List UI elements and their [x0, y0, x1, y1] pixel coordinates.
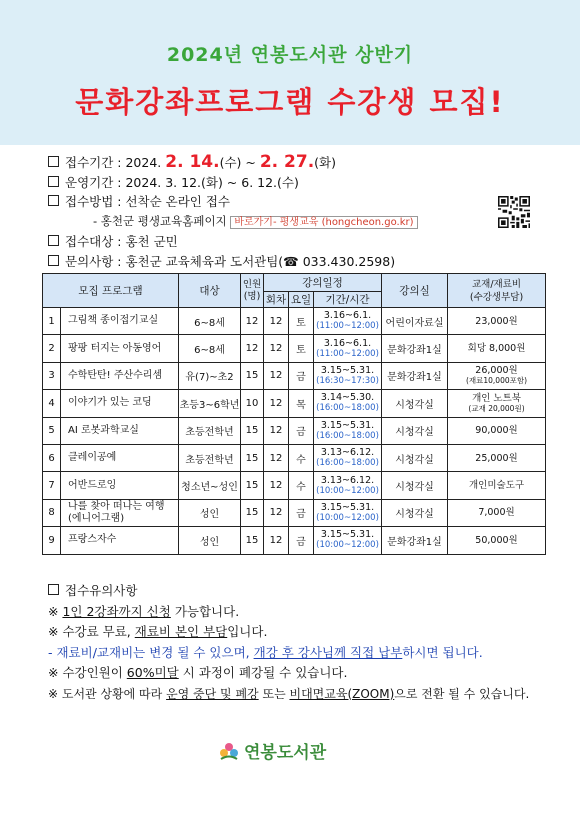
program-day: 목 [289, 390, 314, 417]
program-room: 시청각실 [382, 390, 448, 417]
program-target: 6~8세 [179, 335, 241, 362]
program-room: 문화강좌1실 [382, 527, 448, 554]
program-capacity: 12 [241, 308, 264, 335]
reception-method-sub: - 홍천군 평생교육홈페이지 바로가기- 평생교육 (hongcheon.go.kr) [48, 212, 418, 233]
program-room: 어린이자료실 [382, 308, 448, 335]
note-item: - 재료비/교재비는 변경 될 수 있으며, 개강 후 강사님께 직접 납부하시면 됩니다. [48, 644, 483, 660]
row-number: 9 [43, 527, 61, 554]
program-period: 3.15~5.31. (10:00~12:00) [314, 527, 382, 554]
checkbox-icon [48, 235, 59, 246]
program-target: 청소년~성인 [179, 472, 241, 499]
program-fee: 7,000원 [448, 499, 546, 526]
row-number: 8 [43, 499, 61, 526]
program-period: 3.16~6.1. (11:00~12:00) [314, 335, 382, 362]
program-period: 3.14~5.30. (16:00~18:00) [314, 390, 382, 417]
row-number: 3 [43, 362, 61, 389]
program-capacity: 10 [241, 390, 264, 417]
program-target: 초등3~6학년 [179, 390, 241, 417]
program-fee: 개인 노트북 (교재 20,000원) [448, 390, 546, 417]
program-day: 금 [289, 362, 314, 389]
program-sessions: 12 [264, 527, 289, 554]
program-fee: 23,000원 [448, 308, 546, 335]
library-logo [218, 738, 326, 763]
row-number: 5 [43, 417, 61, 444]
program-fee: 개인미술도구 [448, 472, 546, 499]
qr-code-icon[interactable] [498, 196, 530, 228]
header-target: 대상 [179, 274, 241, 308]
program-room: 시청각실 [382, 444, 448, 471]
table-row [43, 308, 546, 335]
program-capacity: 15 [241, 499, 264, 526]
program-capacity: 15 [241, 444, 264, 471]
program-period: 3.16~6.1. (11:00~12:00) [314, 308, 382, 335]
program-sessions: 12 [264, 472, 289, 499]
program-name: AI 로봇과학교실 [61, 417, 179, 444]
program-room: 시청각실 [382, 499, 448, 526]
header-room: 강의실 [382, 274, 448, 308]
reception-period: 접수기간 : 2024. 2. 14.(수) ~ 2. 27.(화) [48, 153, 418, 173]
program-day: 수 [289, 444, 314, 471]
program-capacity: 15 [241, 472, 264, 499]
program-day: 금 [289, 417, 314, 444]
note-item: ※ 1인 2강좌까지 신청 가능합니다. [48, 603, 240, 619]
checkbox-icon [48, 255, 59, 266]
program-name: 팡팡 터지는 아동영어 [61, 335, 179, 362]
info-section [48, 153, 418, 271]
checkbox-icon [48, 584, 59, 595]
library-logo-text: 연봉도서관 [244, 743, 327, 763]
program-day: 금 [289, 527, 314, 554]
homepage-link[interactable]: 바로가기- 평생교육 (hongcheon.go.kr) [230, 216, 417, 229]
program-day: 수 [289, 472, 314, 499]
program-room: 문화강좌1실 [382, 335, 448, 362]
program-target: 초등전학년 [179, 444, 241, 471]
row-number: 2 [43, 335, 61, 362]
checkbox-icon [48, 195, 59, 206]
header-sessions: 회차 [264, 292, 289, 308]
program-capacity: 15 [241, 362, 264, 389]
program-target: 6~8세 [179, 308, 241, 335]
header-banner [0, 0, 580, 145]
table-row [43, 499, 546, 526]
program-period: 3.13~6.12. (16:00~18:00) [314, 444, 382, 471]
checkbox-icon [48, 156, 59, 167]
header-fee: 교재/재료비 (수강생부담) [448, 274, 546, 308]
table-row [43, 417, 546, 444]
program-target: 성인 [179, 499, 241, 526]
library-logo-icon [218, 740, 240, 762]
reception-method: 접수방법 : 선착순 온라인 접수 [48, 192, 418, 212]
header-schedule: 강의일정 [264, 274, 382, 292]
program-room: 문화강좌1실 [382, 362, 448, 389]
note-item: ※ 수강료 무료, 재료비 본인 부담입니다. [48, 624, 268, 639]
program-room: 시청각실 [382, 472, 448, 499]
program-name: 나를 찾아 떠나는 여행 (에니어그램) [61, 499, 179, 526]
program-sessions: 12 [264, 444, 289, 471]
program-period: 3.15~5.31. (10:00~12:00) [314, 499, 382, 526]
program-capacity: 15 [241, 527, 264, 554]
program-table [42, 273, 546, 555]
operation-period: 운영기간 : 2024. 3. 12.(화) ~ 6. 12.(수) [48, 173, 418, 193]
row-number: 6 [43, 444, 61, 471]
program-sessions: 12 [264, 417, 289, 444]
program-fee: 90,000원 [448, 417, 546, 444]
program-day: 토 [289, 308, 314, 335]
program-name: 그림책 종이접기교실 [61, 308, 179, 335]
contact-info: 문의사항 : 홍천군 교육체육과 도서관팀(☎ 033.430.2598) [48, 252, 418, 272]
page-subtitle: 2024년 연봉도서관 상반기 [166, 44, 414, 66]
row-number: 7 [43, 472, 61, 499]
program-sessions: 12 [264, 390, 289, 417]
table-row [43, 472, 546, 499]
program-name: 수학탄탄! 주산수리셈 [61, 362, 179, 389]
note-item: ※ 수강인원이 60%미달 시 과정이 폐강될 수 있습니다. [48, 665, 348, 680]
program-day: 금 [289, 499, 314, 526]
program-capacity: 15 [241, 417, 264, 444]
program-period: 3.15~5.31. (16:30~17:30) [314, 362, 382, 389]
program-fee: 26,000원 (재료10,000포함) [448, 362, 546, 389]
table-row [43, 362, 546, 389]
program-name: 프랑스자수 [61, 527, 179, 554]
program-capacity: 12 [241, 335, 264, 362]
row-number: 1 [43, 308, 61, 335]
program-room: 시청각실 [382, 417, 448, 444]
page-title: 문화강좌프로그램 수강생 모집! [75, 85, 505, 119]
program-day: 토 [289, 335, 314, 362]
program-fee: 25,000원 [448, 444, 546, 471]
program-target: 유(7)~초2 [179, 362, 241, 389]
program-sessions: 12 [264, 499, 289, 526]
program-sessions: 12 [264, 362, 289, 389]
table-row [43, 527, 546, 554]
notes-section [48, 581, 529, 704]
header-day: 요일 [289, 292, 314, 308]
program-name: 이야기가 있는 코딩 [61, 390, 179, 417]
table-row [43, 444, 546, 471]
program-fee: 회당 8,000원 [448, 335, 546, 362]
program-fee: 50,000원 [448, 527, 546, 554]
program-target: 성인 [179, 527, 241, 554]
table-row [43, 335, 546, 362]
program-name: 어반드로잉 [61, 472, 179, 499]
notes-title: 접수유의사항 [48, 581, 529, 602]
program-sessions: 12 [264, 308, 289, 335]
reception-target: 접수대상 : 홍천 군민 [48, 232, 418, 252]
program-period: 3.15~5.31. (16:00~18:00) [314, 417, 382, 444]
header-period: 기간/시간 [314, 292, 382, 308]
header-capacity: 인원 (명) [241, 274, 264, 308]
row-number: 4 [43, 390, 61, 417]
checkbox-icon [48, 176, 59, 187]
reception-start-date: 2. 14. [165, 152, 220, 172]
program-period: 3.13~6.12. (10:00~12:00) [314, 472, 382, 499]
table-row [43, 390, 546, 417]
note-item: ※ 도서관 상황에 따라 운영 중단 및 폐강 또는 비대면교육(ZOOM)으로 전환 될 수 있습니다. [48, 686, 530, 701]
header-program: 모집 프로그램 [43, 274, 179, 308]
program-sessions: 12 [264, 335, 289, 362]
program-target: 초등전학년 [179, 417, 241, 444]
program-name: 클레이공예 [61, 444, 179, 471]
reception-end-date: 2. 27. [259, 152, 315, 172]
